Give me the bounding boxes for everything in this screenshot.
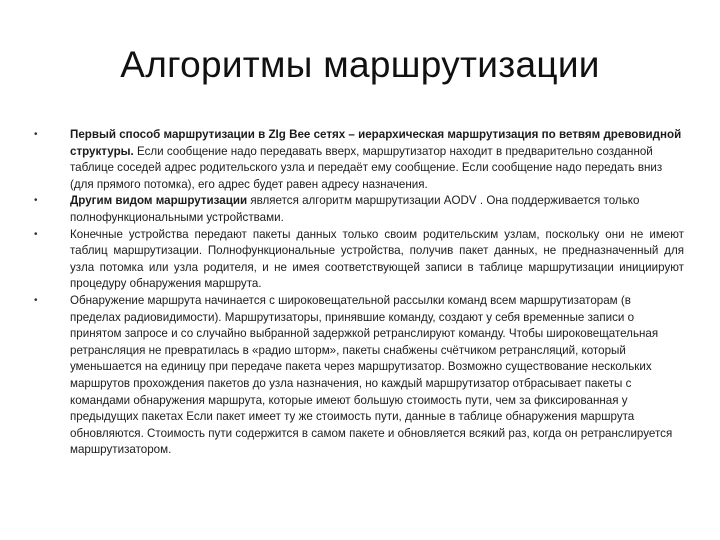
bullet-item-end-devices: [34, 227, 684, 293]
bullet-icon: •: [34, 228, 38, 240]
bullet-item-route-discovery: [34, 293, 684, 459]
bullet-body-text: является алгоритм маршрутизации AODV . Она поддерживается только полнофункциональными устройствами.: [70, 194, 640, 224]
slide-title: Алгоритмы маршрутизации: [120, 44, 600, 85]
bullet-icon: •: [34, 294, 38, 306]
bullet-icon: •: [34, 195, 38, 207]
bullet-item-aodv: [34, 193, 684, 226]
bullet-body-text: Конечные устройства передают пакеты данных только своим родительским узлам, поскольку они не имеют таблиц маршрутизации. Полнофункциональные устройства, получив пакет данных, не предназначенный для узла потомка или узла родителя, и не имея соответствующей записи в таблице маршрутизации инициируют процедуру обнаружения маршрута.: [70, 227, 684, 291]
bullet-body-text: Обнаружение маршрута начинается с широковещательной рассылки команд всем маршрутизаторам (в пределах радиовидимости). Маршрутизаторы, принявшие команду, создают у себя временные записи о принятом запросе и со случайно выбранной задержкой ретранслируют команду. Чтобы широковещательная ретрансляция не превратилась в «радио шторм», пакеты снабжены счётчиком ретрансляций, который уменьшается на единицу при передаче пакета через маршрутизатор. Возможно существование нескольких маршрутов прохождения пакетов до узла назначения, но каждый маршрутизатор отбрасывает пакеты с командами обнаружения маршрута, которые имеют большую стоимость пути, чем за фиксированная у предыдущих пакетах Если пакет имеет ту же стоимость пути, данные в таблице обнаружения маршрута обновляются. Стоимость пути содержится в самом пакете и обновляется всякий раз, когда он ретранслируется маршрутизатором.: [70, 293, 673, 457]
bullet-lead-text: Другим видом маршрутизации: [70, 194, 248, 208]
bullet-item-tree-routing: [34, 127, 684, 193]
bullet-body-text: Если сообщение надо передавать вверх, маршрутизатор находит в предварительно созданной таблице соседей адрес родительского узла и передаёт ему сообщение. Если сообщение надо передать вниз (для прямого потомка), его адрес будет равен адресу назначения.: [70, 144, 663, 191]
bullet-lead-text: Первый способ маршрутизации в ZIg Bee сетях – иерархическая маршрутизация по ветвям древовидной структуры.: [70, 128, 682, 158]
bullet-icon: •: [34, 129, 38, 140]
bullet-list: [34, 127, 684, 459]
